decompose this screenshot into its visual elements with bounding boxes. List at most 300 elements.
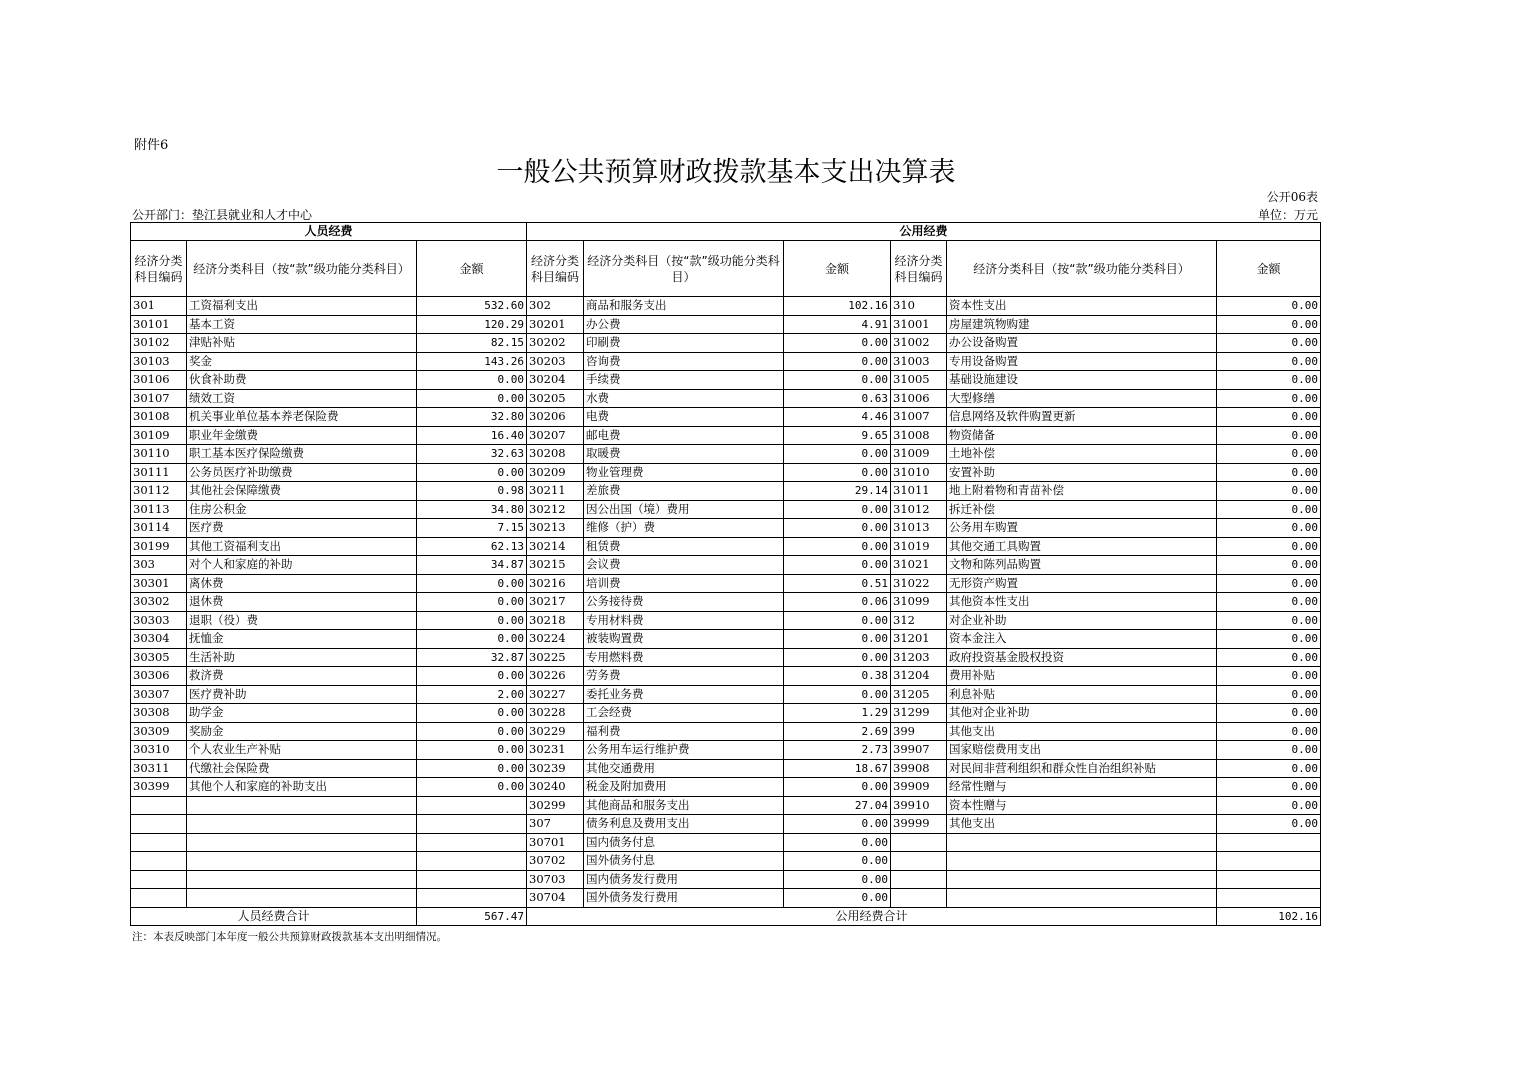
col-code-header: 经济分类科目编码 [131,241,187,297]
name-cell: 其他交通工具购置 [947,537,1217,556]
code-cell: 31002 [891,334,947,353]
amount-cell: 0.00 [1217,482,1321,501]
amount-cell: 102.16 [784,297,891,316]
name-cell: 手续费 [584,371,784,390]
amount-cell: 2.69 [784,722,891,741]
amount-cell: 2.73 [784,741,891,760]
amount-cell: 0.00 [784,815,891,834]
amount-cell: 0.00 [1217,408,1321,427]
name-cell: 政府投资基金股权投资 [947,648,1217,667]
code-cell: 30309 [131,722,187,741]
amount-cell: 4.91 [784,315,891,334]
name-cell: 伙食补助费 [187,371,417,390]
name-cell: 印刷费 [584,334,784,353]
name-cell: 奖励金 [187,722,417,741]
name-cell: 对个人和家庭的补助 [187,556,417,575]
code-cell: 30107 [131,389,187,408]
code-cell: 30399 [131,778,187,797]
code-cell: 30303 [131,611,187,630]
name-cell: 职业年金缴费 [187,426,417,445]
name-cell: 资本性赠与 [947,796,1217,815]
amount-cell: 0.00 [784,500,891,519]
code-cell [131,870,187,889]
name-cell [947,852,1217,871]
amount-cell [1217,833,1321,852]
code-cell: 30209 [527,463,584,482]
name-cell: 电费 [584,408,784,427]
table-row [131,796,1321,815]
code-cell: 31299 [891,704,947,723]
col-name-header: 经济分类科目（按“款”级功能分类科目） [584,241,784,297]
name-cell: 其他社会保障缴费 [187,482,417,501]
name-cell: 助学金 [187,704,417,723]
code-cell: 30114 [131,519,187,538]
table-row [131,519,1321,538]
code-cell: 30106 [131,371,187,390]
name-cell: 离休费 [187,574,417,593]
code-cell [891,852,947,871]
table-row [131,463,1321,482]
code-cell: 30306 [131,667,187,686]
amount-cell: 32.80 [417,408,527,427]
amount-cell: 0.00 [1217,574,1321,593]
name-cell: 对民间非营利组织和群众性自治组织补贴 [947,759,1217,778]
name-cell: 资本性支出 [947,297,1217,316]
table-row [131,334,1321,353]
code-cell: 301 [131,297,187,316]
name-cell: 会议费 [584,556,784,575]
code-cell: 30304 [131,630,187,649]
amount-cell: 0.00 [1217,519,1321,538]
table-row [131,445,1321,464]
table-row [131,833,1321,852]
code-cell: 39910 [891,796,947,815]
code-cell [131,815,187,834]
code-cell: 30206 [527,408,584,427]
amount-cell: 0.63 [784,389,891,408]
amount-cell: 0.00 [1217,426,1321,445]
amount-cell: 0.00 [784,778,891,797]
table-number: 公开06表 [1266,190,1318,204]
group-personnel-header: 人员经费 [131,223,527,241]
table-row [131,500,1321,519]
name-cell: 奖金 [187,352,417,371]
code-cell: 30202 [527,334,584,353]
amount-cell: 18.67 [784,759,891,778]
amount-cell: 4.46 [784,408,891,427]
name-cell: 咨询费 [584,352,784,371]
code-cell: 30109 [131,426,187,445]
expenditure-table [130,222,1321,926]
code-cell: 31008 [891,426,947,445]
amount-cell: 0.00 [1217,796,1321,815]
amount-cell: 0.00 [1217,667,1321,686]
code-cell: 30211 [527,482,584,501]
code-cell: 31012 [891,500,947,519]
name-cell: 基础设施建设 [947,371,1217,390]
code-cell: 30110 [131,445,187,464]
code-cell: 30214 [527,537,584,556]
amount-cell: 0.00 [417,389,527,408]
code-cell: 399 [891,722,947,741]
table-row [131,297,1321,316]
personnel-total-value: 567.47 [417,907,527,926]
code-cell: 30227 [527,685,584,704]
name-cell [947,833,1217,852]
col-name-header: 经济分类科目（按“款”级功能分类科目） [947,241,1217,297]
name-cell: 劳务费 [584,667,784,686]
table-row [131,759,1321,778]
amount-cell: 0.00 [417,611,527,630]
table-row [131,889,1321,908]
amount-cell: 0.00 [1217,630,1321,649]
name-cell: 机关事业单位基本养老保险费 [187,408,417,427]
amount-cell: 143.26 [417,352,527,371]
code-cell: 31021 [891,556,947,575]
code-cell: 30311 [131,759,187,778]
name-cell: 专用燃料费 [584,648,784,667]
amount-cell: 0.00 [417,759,527,778]
code-cell [891,870,947,889]
code-cell: 30101 [131,315,187,334]
table-row [131,352,1321,371]
name-cell: 费用补贴 [947,667,1217,686]
name-cell [187,796,417,815]
table-row [131,778,1321,797]
code-cell: 31099 [891,593,947,612]
department-label: 公开部门：垫江县就业和人才中心 [132,208,313,222]
code-cell: 30307 [131,685,187,704]
name-cell: 债务利息及费用支出 [584,815,784,834]
name-cell: 专用设备购置 [947,352,1217,371]
table-row [131,426,1321,445]
code-cell: 39999 [891,815,947,834]
code-cell: 31011 [891,482,947,501]
name-cell: 工资福利支出 [187,297,417,316]
amount-cell: 0.00 [417,463,527,482]
amount-cell [417,815,527,834]
table-row [131,741,1321,760]
code-cell: 30216 [527,574,584,593]
code-cell: 31009 [891,445,947,464]
name-cell: 经常性赠与 [947,778,1217,797]
public-total-value: 102.16 [1217,907,1321,926]
amount-cell: 0.00 [1217,593,1321,612]
name-cell: 维修（护）费 [584,519,784,538]
code-cell: 39909 [891,778,947,797]
name-cell: 生活补助 [187,648,417,667]
amount-cell: 0.00 [784,371,891,390]
amount-cell: 34.87 [417,556,527,575]
code-cell: 39908 [891,759,947,778]
amount-cell [417,889,527,908]
name-cell: 物资储备 [947,426,1217,445]
amount-cell: 2.00 [417,685,527,704]
code-cell: 303 [131,556,187,575]
name-cell: 代缴社会保险费 [187,759,417,778]
name-cell: 地上附着物和青苗补偿 [947,482,1217,501]
amount-cell: 29.14 [784,482,891,501]
amount-cell: 34.80 [417,500,527,519]
code-cell: 30703 [527,870,584,889]
amount-cell: 0.00 [1217,352,1321,371]
code-cell: 31005 [891,371,947,390]
annex-label: 附件6 [134,138,169,153]
code-cell: 30208 [527,445,584,464]
table-row [131,722,1321,741]
amount-cell: 0.00 [1217,371,1321,390]
amount-cell: 82.15 [417,334,527,353]
amount-cell: 7.15 [417,519,527,538]
amount-cell [417,833,527,852]
table-row [131,648,1321,667]
code-cell: 31019 [891,537,947,556]
table-row [131,852,1321,871]
table-row [131,408,1321,427]
name-cell: 物业管理费 [584,463,784,482]
name-cell: 对企业补助 [947,611,1217,630]
code-cell: 31203 [891,648,947,667]
col-code-header: 经济分类科目编码 [527,241,584,297]
name-cell: 其他资本性支出 [947,593,1217,612]
name-cell [187,815,417,834]
amount-cell [1217,852,1321,871]
code-cell: 30215 [527,556,584,575]
amount-cell: 0.00 [417,574,527,593]
amount-cell [1217,870,1321,889]
amount-cell: 62.13 [417,537,527,556]
amount-cell: 0.00 [1217,537,1321,556]
name-cell: 办公设备购置 [947,334,1217,353]
personnel-total-label: 人员经费合计 [131,907,417,926]
amount-cell: 0.00 [784,445,891,464]
name-cell: 基本工资 [187,315,417,334]
amount-cell: 0.00 [784,685,891,704]
name-cell: 安置补助 [947,463,1217,482]
code-cell: 30213 [527,519,584,538]
code-cell: 30217 [527,593,584,612]
name-cell: 取暖费 [584,445,784,464]
code-cell: 30299 [527,796,584,815]
col-amount-header: 金额 [784,241,891,297]
table-row [131,537,1321,556]
name-cell: 公务接待费 [584,593,784,612]
name-cell: 商品和服务支出 [584,297,784,316]
code-cell [131,833,187,852]
amount-cell: 0.00 [1217,500,1321,519]
amount-cell: 0.00 [1217,759,1321,778]
table-row [131,556,1321,575]
amount-cell: 0.98 [417,482,527,501]
name-cell: 专用材料费 [584,611,784,630]
group-public-header: 公用经费 [527,223,1321,241]
code-cell: 30112 [131,482,187,501]
code-cell: 30224 [527,630,584,649]
name-cell: 其他工资福利支出 [187,537,417,556]
name-cell: 医疗费补助 [187,685,417,704]
code-cell: 30207 [527,426,584,445]
amount-cell: 0.00 [784,870,891,889]
amount-cell: 0.00 [784,852,891,871]
name-cell: 差旅费 [584,482,784,501]
code-cell: 30302 [131,593,187,612]
table-row [131,574,1321,593]
name-cell: 办公费 [584,315,784,334]
code-cell: 30228 [527,704,584,723]
name-cell: 个人农业生产补贴 [187,741,417,760]
code-cell: 30102 [131,334,187,353]
name-cell: 信息网络及软件购置更新 [947,408,1217,427]
amount-cell: 32.87 [417,648,527,667]
amount-cell: 0.00 [417,593,527,612]
table-row [131,611,1321,630]
code-cell: 30108 [131,408,187,427]
name-cell: 邮电费 [584,426,784,445]
name-cell: 其他支出 [947,815,1217,834]
amount-cell: 0.00 [1217,778,1321,797]
amount-cell: 32.63 [417,445,527,464]
amount-cell: 0.00 [1217,334,1321,353]
amount-cell: 0.00 [417,371,527,390]
name-cell: 津贴补贴 [187,334,417,353]
amount-cell: 0.00 [784,556,891,575]
table-body [131,297,1321,908]
code-cell [891,889,947,908]
name-cell: 绩效工资 [187,389,417,408]
name-cell: 其他交通费用 [584,759,784,778]
name-cell: 拆迁补偿 [947,500,1217,519]
code-cell [131,852,187,871]
amount-cell: 0.00 [784,352,891,371]
code-cell [891,833,947,852]
table-row [131,371,1321,390]
name-cell: 土地补偿 [947,445,1217,464]
footnote: 注：本表反映部门本年度一般公共预算财政拨款基本支出明细情况。 [132,931,447,943]
code-cell: 30225 [527,648,584,667]
name-cell: 委托业务费 [584,685,784,704]
name-cell: 其他个人和家庭的补助支出 [187,778,417,797]
name-cell [187,889,417,908]
name-cell: 退职（役）费 [187,611,417,630]
name-cell: 退休费 [187,593,417,612]
amount-cell: 0.00 [417,630,527,649]
amount-cell: 0.00 [784,463,891,482]
table-row [131,482,1321,501]
code-cell: 30111 [131,463,187,482]
name-cell: 水费 [584,389,784,408]
code-cell: 31001 [891,315,947,334]
amount-cell: 0.00 [1217,685,1321,704]
amount-cell: 0.00 [784,648,891,667]
name-cell: 国内债务发行费用 [584,870,784,889]
col-amount-header: 金额 [1217,241,1321,297]
code-cell: 31006 [891,389,947,408]
public-total-label: 公用经费合计 [527,907,1217,926]
name-cell: 其他对企业补助 [947,704,1217,723]
code-cell: 30702 [527,852,584,871]
code-cell: 31205 [891,685,947,704]
amount-cell: 16.40 [417,426,527,445]
amount-cell: 0.00 [784,889,891,908]
page-title: 一般公共预算财政拨款基本支出决算表 [496,157,956,188]
amount-cell: 0.51 [784,574,891,593]
code-cell: 30203 [527,352,584,371]
amount-cell: 0.00 [784,833,891,852]
code-cell: 31022 [891,574,947,593]
code-cell: 30212 [527,500,584,519]
code-cell: 30310 [131,741,187,760]
name-cell: 公务员医疗补助缴费 [187,463,417,482]
name-cell: 公务用车运行维护费 [584,741,784,760]
table-row [131,685,1321,704]
amount-cell: 0.06 [784,593,891,612]
name-cell: 被装购置费 [584,630,784,649]
amount-cell: 0.00 [784,519,891,538]
code-cell: 31003 [891,352,947,371]
col-name-header: 经济分类科目（按“款”级功能分类科目） [187,241,417,297]
code-cell: 30201 [527,315,584,334]
amount-cell: 0.00 [417,704,527,723]
name-cell: 医疗费 [187,519,417,538]
amount-cell: 0.00 [784,334,891,353]
table-row [131,704,1321,723]
name-cell: 国外债务付息 [584,852,784,871]
name-cell: 其他支出 [947,722,1217,741]
code-cell: 30113 [131,500,187,519]
name-cell: 大型修缮 [947,389,1217,408]
amount-cell: 0.00 [417,778,527,797]
amount-cell: 532.60 [417,297,527,316]
amount-cell: 27.04 [784,796,891,815]
amount-cell: 0.00 [1217,389,1321,408]
amount-cell: 0.00 [1217,611,1321,630]
amount-cell: 120.29 [417,315,527,334]
code-cell: 31201 [891,630,947,649]
code-cell: 30204 [527,371,584,390]
amount-cell [417,870,527,889]
name-cell: 工会经费 [584,704,784,723]
code-cell: 30301 [131,574,187,593]
code-cell: 30103 [131,352,187,371]
amount-cell: 0.00 [1217,815,1321,834]
name-cell: 其他商品和服务支出 [584,796,784,815]
table-row [131,315,1321,334]
amount-cell: 0.00 [1217,741,1321,760]
name-cell: 救济费 [187,667,417,686]
amount-cell: 0.38 [784,667,891,686]
amount-cell: 0.00 [1217,648,1321,667]
code-cell: 31013 [891,519,947,538]
code-cell: 302 [527,297,584,316]
code-cell [131,889,187,908]
table-row [131,870,1321,889]
code-cell: 30305 [131,648,187,667]
name-cell [187,852,417,871]
code-cell: 30199 [131,537,187,556]
code-cell: 31204 [891,667,947,686]
code-cell: 307 [527,815,584,834]
amount-cell: 0.00 [417,722,527,741]
name-cell: 职工基本医疗保险缴费 [187,445,417,464]
col-amount-header: 金额 [417,241,527,297]
amount-cell: 0.00 [1217,722,1321,741]
code-cell: 30218 [527,611,584,630]
amount-cell: 0.00 [1217,315,1321,334]
name-cell: 利息补贴 [947,685,1217,704]
code-cell: 39907 [891,741,947,760]
code-cell: 30205 [527,389,584,408]
amount-cell: 0.00 [1217,556,1321,575]
